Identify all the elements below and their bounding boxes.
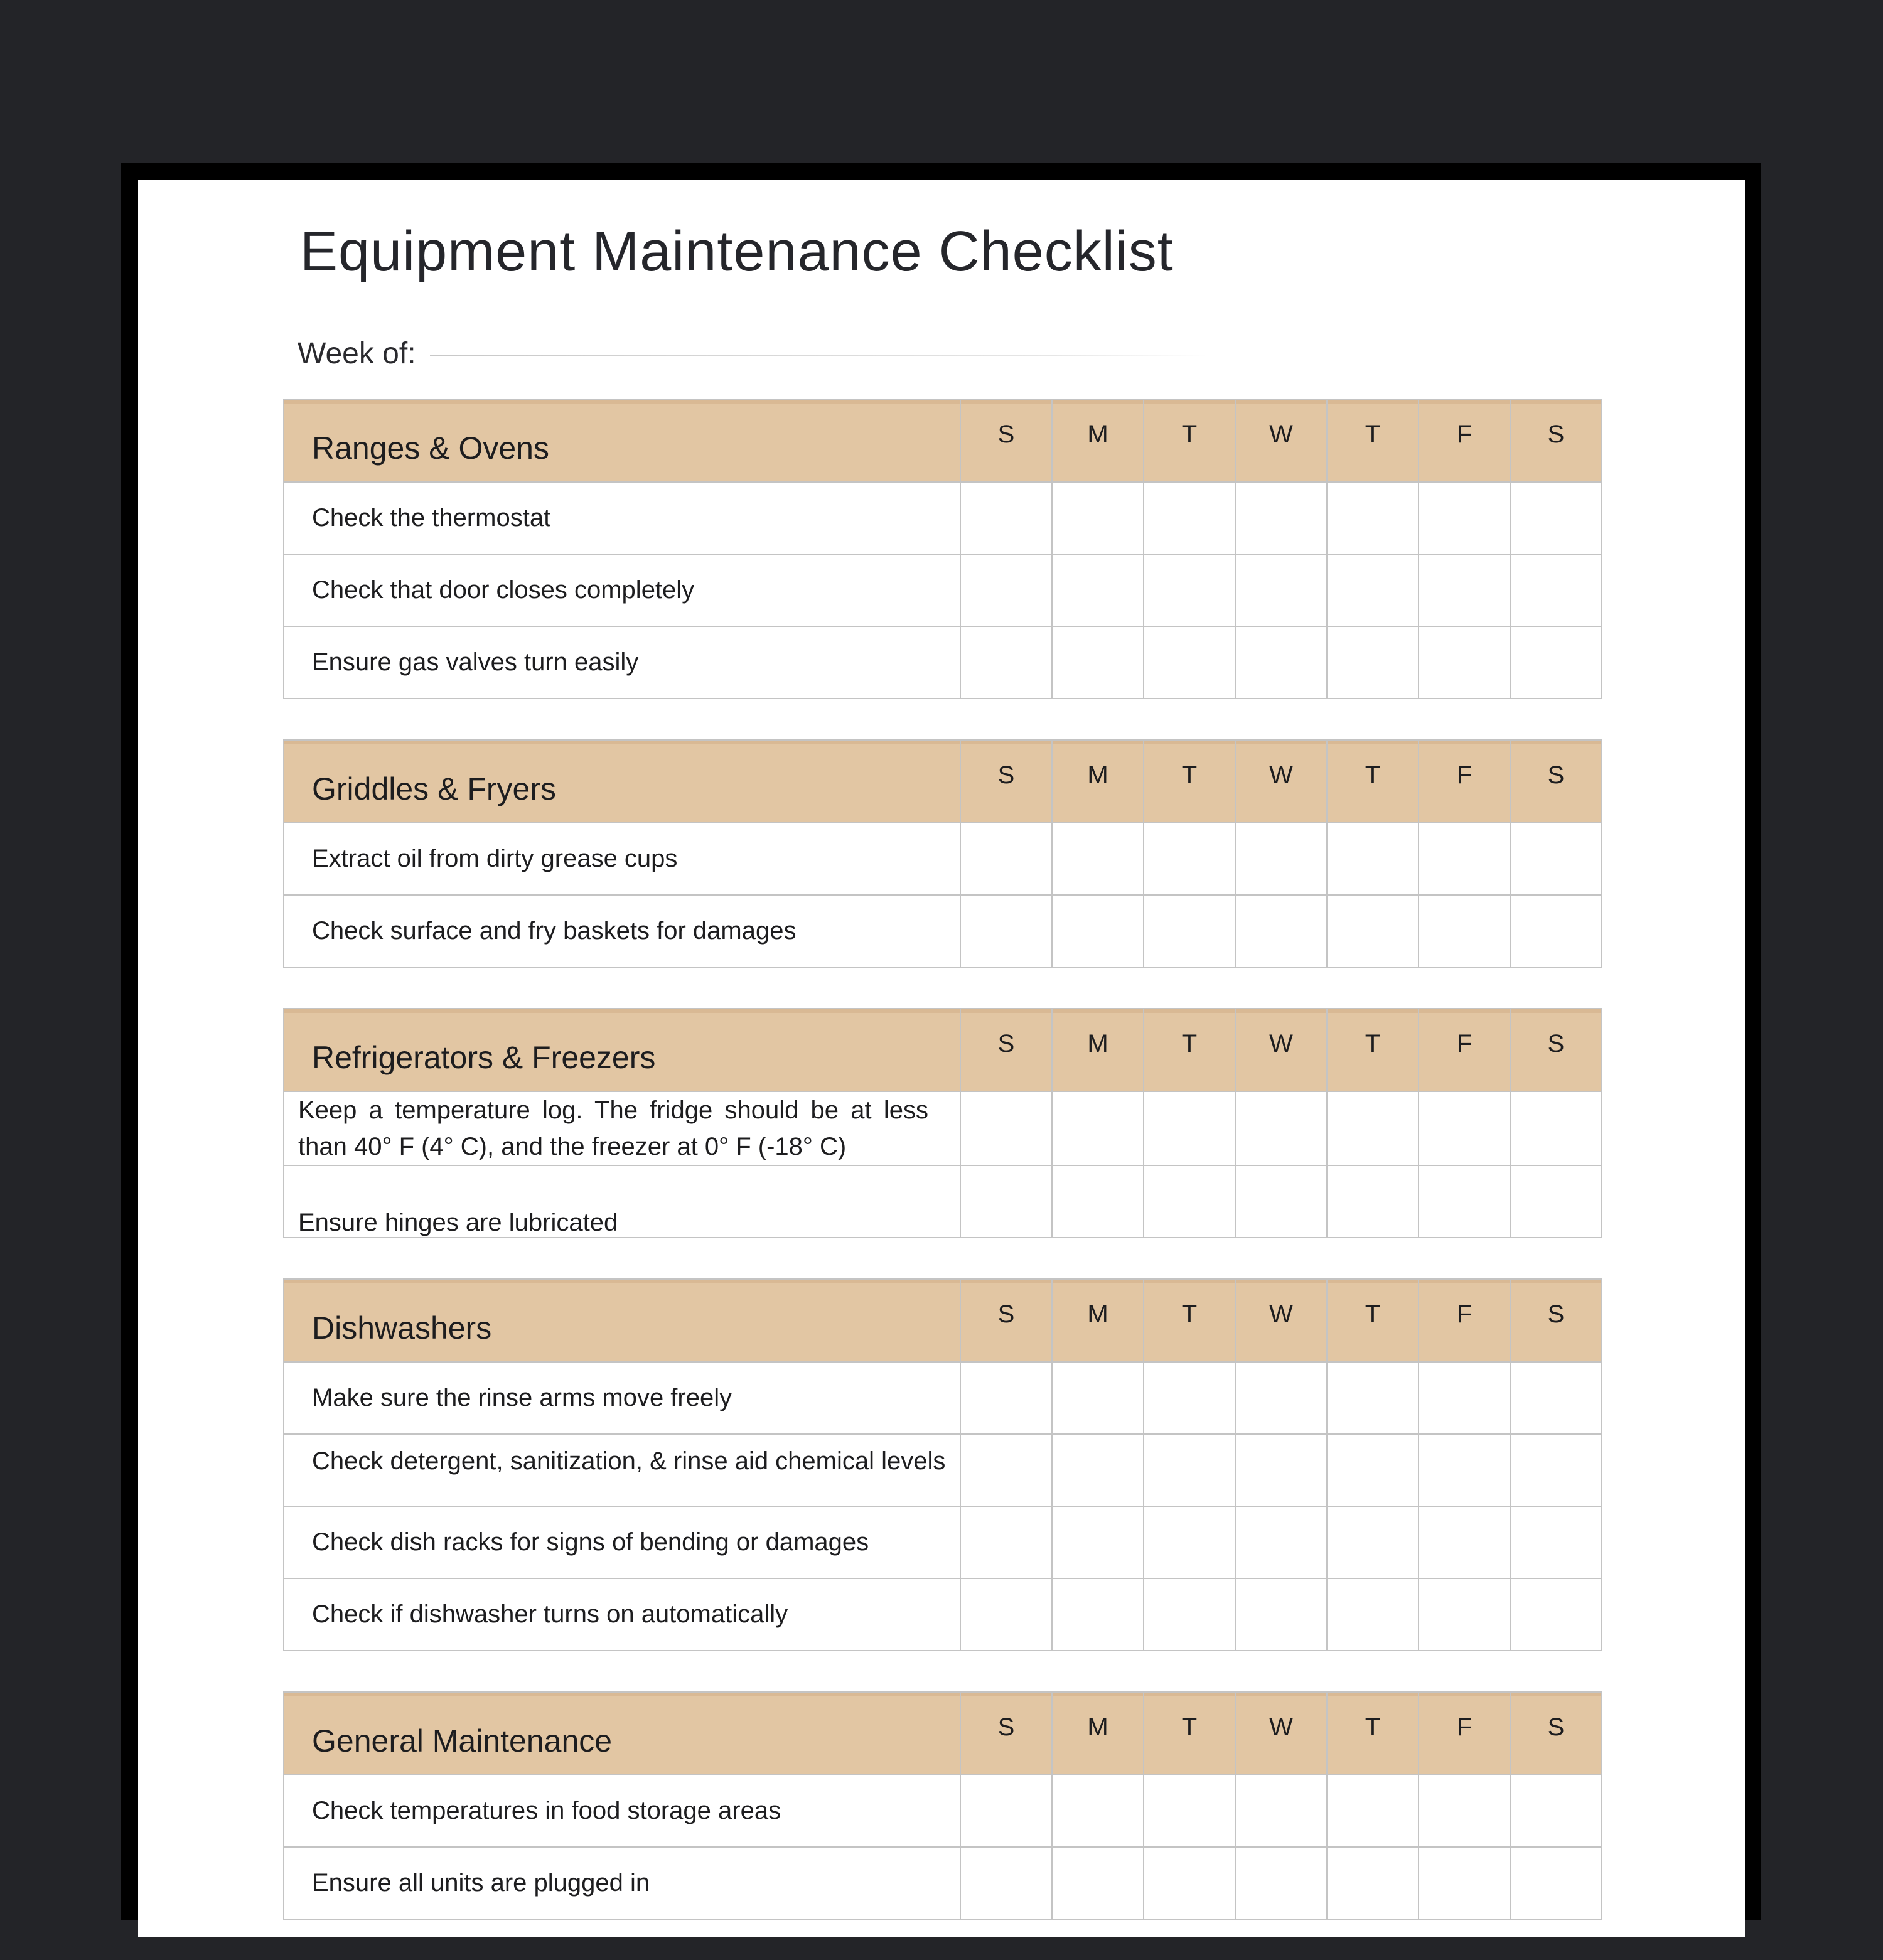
day-checkbox[interactable] — [1235, 482, 1327, 554]
day-checkbox[interactable] — [1327, 1847, 1419, 1919]
day-header: T — [1144, 1009, 1235, 1091]
day-checkbox[interactable] — [1052, 626, 1144, 699]
day-checkbox[interactable] — [1419, 1775, 1510, 1847]
day-checkbox[interactable] — [1419, 554, 1510, 626]
table-row — [284, 823, 1602, 895]
day-checkbox[interactable] — [1144, 895, 1235, 967]
day-header: M — [1052, 399, 1144, 482]
day-checkbox[interactable] — [1419, 1362, 1510, 1434]
day-checkbox[interactable] — [1235, 1362, 1327, 1434]
task-label: Check if dishwasher turns on automatically — [284, 1578, 960, 1651]
day-checkbox[interactable] — [1510, 1434, 1602, 1506]
day-checkbox[interactable] — [960, 1362, 1052, 1434]
day-checkbox[interactable] — [1510, 482, 1602, 554]
day-checkbox[interactable] — [1235, 823, 1327, 895]
day-header: S — [960, 1009, 1052, 1091]
task-label: Ensure gas valves turn easily — [284, 626, 960, 699]
day-header: T — [1327, 399, 1419, 482]
table-row — [284, 626, 1602, 699]
table-row — [284, 554, 1602, 626]
week-of-label: Week of: — [298, 337, 416, 370]
day-checkbox[interactable] — [1419, 1091, 1510, 1165]
day-header: S — [1510, 1009, 1602, 1091]
section-table — [283, 1278, 1602, 1651]
day-checkbox[interactable] — [1327, 895, 1419, 967]
day-checkbox[interactable] — [1510, 1847, 1602, 1919]
table-row — [284, 1091, 1602, 1165]
table-row — [284, 1362, 1602, 1434]
day-checkbox[interactable] — [1327, 823, 1419, 895]
day-checkbox[interactable] — [960, 895, 1052, 967]
task-label: Check surface and fry baskets for damages — [284, 895, 960, 967]
day-checkbox[interactable] — [1327, 1091, 1419, 1165]
day-checkbox[interactable] — [1052, 554, 1144, 626]
day-checkbox[interactable] — [1419, 1847, 1510, 1919]
day-checkbox[interactable] — [1327, 1506, 1419, 1578]
day-header: T — [1327, 1692, 1419, 1775]
day-checkbox[interactable] — [960, 1434, 1052, 1506]
day-checkbox[interactable] — [1510, 626, 1602, 699]
table-row — [284, 1434, 1602, 1506]
day-header: T — [1144, 399, 1235, 482]
day-header: S — [1510, 399, 1602, 482]
page-title: Equipment Maintenance Checklist — [300, 220, 1174, 283]
section-title: Refrigerators & Freezers — [284, 1009, 960, 1091]
day-checkbox[interactable] — [960, 482, 1052, 554]
day-checkbox[interactable] — [1052, 1362, 1144, 1434]
day-header: F — [1419, 399, 1510, 482]
task-label: Check that door closes completely — [284, 554, 960, 626]
day-checkbox[interactable] — [1510, 895, 1602, 967]
day-checkbox[interactable] — [1144, 1847, 1235, 1919]
day-header: W — [1235, 740, 1327, 823]
day-checkbox[interactable] — [1052, 1578, 1144, 1651]
day-header: T — [1327, 1009, 1419, 1091]
day-header: S — [960, 740, 1052, 823]
table-row — [284, 895, 1602, 967]
task-label: Extract oil from dirty grease cups — [284, 823, 960, 895]
day-header: S — [1510, 740, 1602, 823]
section-table — [283, 399, 1602, 699]
table-row — [284, 1847, 1602, 1919]
day-checkbox[interactable] — [1327, 1165, 1419, 1238]
day-header: W — [1235, 1279, 1327, 1362]
day-checkbox[interactable] — [1144, 1775, 1235, 1847]
day-header: S — [1510, 1279, 1602, 1362]
day-checkbox[interactable] — [1327, 626, 1419, 699]
day-checkbox[interactable] — [960, 554, 1052, 626]
day-header: M — [1052, 1279, 1144, 1362]
day-header: S — [960, 1279, 1052, 1362]
day-header: T — [1144, 1692, 1235, 1775]
day-header: W — [1235, 1009, 1327, 1091]
day-header: T — [1144, 740, 1235, 823]
day-header: M — [1052, 1692, 1144, 1775]
day-header: M — [1052, 1009, 1144, 1091]
day-checkbox[interactable] — [1052, 1091, 1144, 1165]
section-table — [283, 1008, 1602, 1238]
section-title: Griddles & Fryers — [284, 740, 960, 823]
day-header: F — [1419, 1009, 1510, 1091]
day-header: T — [1144, 1279, 1235, 1362]
day-checkbox[interactable] — [1327, 1434, 1419, 1506]
day-checkbox[interactable] — [1052, 895, 1144, 967]
day-checkbox[interactable] — [1510, 1775, 1602, 1847]
checklist-sections — [283, 399, 1600, 1960]
day-checkbox[interactable] — [1327, 554, 1419, 626]
task-label: Ensure hinges are lubricated — [284, 1165, 960, 1238]
day-checkbox[interactable] — [1510, 554, 1602, 626]
day-checkbox[interactable] — [1235, 626, 1327, 699]
day-checkbox[interactable] — [1052, 1506, 1144, 1578]
day-header: S — [960, 399, 1052, 482]
day-checkbox[interactable] — [1510, 1165, 1602, 1238]
day-checkbox[interactable] — [1327, 482, 1419, 554]
day-header: T — [1327, 740, 1419, 823]
section-header — [284, 1279, 1602, 1362]
day-checkbox[interactable] — [1235, 1775, 1327, 1847]
section-header — [284, 740, 1602, 823]
day-checkbox[interactable] — [1144, 554, 1235, 626]
day-checkbox[interactable] — [1052, 1165, 1144, 1238]
day-checkbox[interactable] — [1235, 554, 1327, 626]
day-checkbox[interactable] — [1144, 1165, 1235, 1238]
day-checkbox[interactable] — [960, 1091, 1052, 1165]
day-checkbox[interactable] — [1510, 1578, 1602, 1651]
day-checkbox[interactable] — [1327, 1578, 1419, 1651]
day-checkbox[interactable] — [960, 1775, 1052, 1847]
table-row — [284, 482, 1602, 554]
day-checkbox[interactable] — [1144, 823, 1235, 895]
day-checkbox[interactable] — [1144, 1362, 1235, 1434]
day-checkbox[interactable] — [1235, 1578, 1327, 1651]
day-header: S — [1510, 1692, 1602, 1775]
day-checkbox[interactable] — [1510, 1091, 1602, 1165]
day-checkbox[interactable] — [1235, 895, 1327, 967]
day-checkbox[interactable] — [1419, 895, 1510, 967]
day-checkbox[interactable] — [960, 626, 1052, 699]
day-header: F — [1419, 1692, 1510, 1775]
day-checkbox[interactable] — [1052, 1434, 1144, 1506]
section-header — [284, 1009, 1602, 1091]
task-label: Check the thermostat — [284, 482, 960, 554]
day-checkbox[interactable] — [1419, 1165, 1510, 1238]
day-checkbox[interactable] — [960, 823, 1052, 895]
day-checkbox[interactable] — [1510, 1506, 1602, 1578]
day-checkbox[interactable] — [1327, 1775, 1419, 1847]
day-header: W — [1235, 1692, 1327, 1775]
day-checkbox[interactable] — [1144, 1091, 1235, 1165]
day-checkbox[interactable] — [1419, 482, 1510, 554]
day-header: T — [1327, 1279, 1419, 1362]
day-header: F — [1419, 740, 1510, 823]
day-header: F — [1419, 1279, 1510, 1362]
task-label: Check dish racks for signs of bending or damages — [284, 1506, 960, 1578]
day-checkbox[interactable] — [1419, 1578, 1510, 1651]
day-checkbox[interactable] — [1052, 823, 1144, 895]
day-checkbox[interactable] — [1235, 1506, 1327, 1578]
section-header — [284, 1692, 1602, 1775]
day-checkbox[interactable] — [1235, 1165, 1327, 1238]
day-checkbox[interactable] — [1144, 1578, 1235, 1651]
day-checkbox[interactable] — [1510, 1362, 1602, 1434]
section-table — [283, 739, 1602, 968]
day-checkbox[interactable] — [1419, 626, 1510, 699]
table-row — [284, 1506, 1602, 1578]
day-checkbox[interactable] — [1144, 626, 1235, 699]
day-checkbox[interactable] — [1144, 1434, 1235, 1506]
day-checkbox[interactable] — [1052, 482, 1144, 554]
day-checkbox[interactable] — [960, 1578, 1052, 1651]
section-title: General Maintenance — [284, 1692, 960, 1775]
day-checkbox[interactable] — [1235, 1847, 1327, 1919]
section-header — [284, 399, 1602, 482]
day-checkbox[interactable] — [1510, 823, 1602, 895]
task-label: Check temperatures in food storage areas — [284, 1775, 960, 1847]
section-title: Dishwashers — [284, 1279, 960, 1362]
section-title: Ranges & Ovens — [284, 399, 960, 482]
task-label: Ensure all units are plugged in — [284, 1847, 960, 1919]
table-row — [284, 1578, 1602, 1651]
day-checkbox[interactable] — [1144, 1506, 1235, 1578]
day-checkbox[interactable] — [1235, 1434, 1327, 1506]
day-checkbox[interactable] — [960, 1165, 1052, 1238]
day-checkbox[interactable] — [1419, 823, 1510, 895]
day-header: W — [1235, 399, 1327, 482]
day-header: S — [960, 1692, 1052, 1775]
day-checkbox[interactable] — [1419, 1506, 1510, 1578]
task-label: Make sure the rinse arms move freely — [284, 1362, 960, 1434]
day-header: M — [1052, 740, 1144, 823]
task-label: Keep a temperature log. The fridge should be at less than 40° F (4° C), and the freezer at 0° F (-18° C) — [284, 1091, 960, 1165]
day-checkbox[interactable] — [1419, 1434, 1510, 1506]
day-checkbox[interactable] — [1327, 1362, 1419, 1434]
day-checkbox[interactable] — [1052, 1847, 1144, 1919]
table-row — [284, 1775, 1602, 1847]
day-checkbox[interactable] — [1052, 1775, 1144, 1847]
day-checkbox[interactable] — [960, 1847, 1052, 1919]
day-checkbox[interactable] — [1144, 482, 1235, 554]
week-of-input-line[interactable] — [430, 355, 1208, 356]
table-row — [284, 1165, 1602, 1238]
section-table — [283, 1691, 1602, 1920]
task-label: Check detergent, sanitization, & rinse aid chemical levels — [284, 1434, 960, 1506]
day-checkbox[interactable] — [960, 1506, 1052, 1578]
day-checkbox[interactable] — [1235, 1091, 1327, 1165]
